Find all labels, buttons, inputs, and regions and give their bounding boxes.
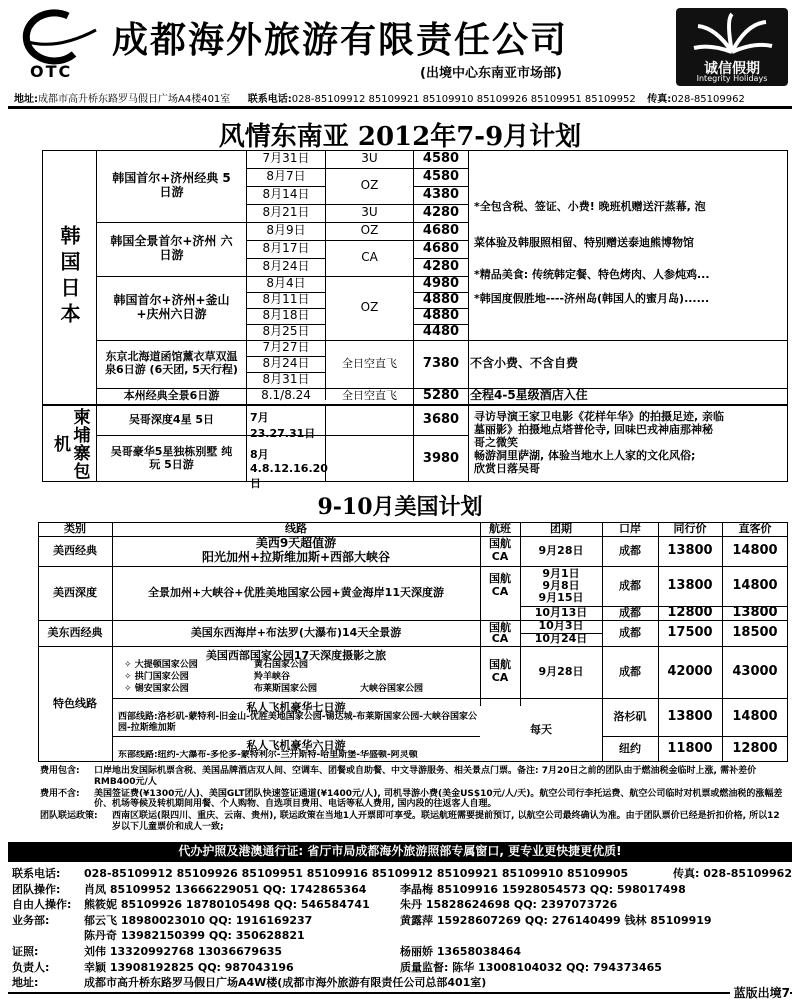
fee-label: 费用包含:: [40, 766, 80, 776]
private-east-title: 私人飞机豪华六日游: [246, 739, 346, 752]
price-cell: 12800: [732, 740, 778, 756]
price-cell: 4880: [422, 291, 460, 307]
price-cell: 4380: [422, 186, 460, 202]
company-name: 成都海外旅游有限责任公司: [112, 19, 569, 61]
japan-note-2: 全程4-5星级酒店入住: [470, 388, 588, 403]
otc-logo: [8, 6, 103, 86]
usa-title: 9-10月美国计划: [317, 494, 483, 520]
date-cell: 7月27日: [262, 340, 310, 355]
airline-cell: CA: [361, 250, 378, 265]
fee-label: 团队联运政策:: [40, 811, 98, 822]
date-cell: 8月24日: [262, 356, 310, 371]
price-cell: 4580: [422, 168, 460, 184]
contact-row: 联系电话: 028-85109912 85109926 85109951 85109916 85109912 85109921 85109910 85109905 传真: 028-85109962: [12, 867, 792, 880]
price-cell: 3980: [422, 450, 460, 466]
price-cell: 11800: [667, 740, 713, 756]
date-cell: 8月24日: [262, 259, 310, 274]
cambodia-note-line: 畅游洞里萨湖, 体验当地水上人家的文化风俗;: [474, 449, 696, 462]
airline-cell: OZ: [360, 300, 379, 315]
route-cambodia-2: 吴哥豪华5星独栋别墅 纯玩 5日游: [110, 445, 233, 471]
korea-note-1: *全包含税、签证、小费! 晚班机赠送汗蒸幕, 泡: [474, 200, 706, 213]
airline-cell: OZ: [360, 223, 379, 238]
fee-row: [40, 766, 788, 788]
phone-text: 028-85109912 85109921 85109910 85109926 85109951 85109952: [291, 94, 636, 105]
date-cambodia-2: 8月 4.8.12.16.20日: [250, 448, 328, 490]
contacts-section: [12, 866, 792, 991]
price-cell: 14800: [732, 708, 778, 724]
price-cell: 42000: [667, 663, 713, 679]
date-cell: 8月25日: [262, 324, 310, 339]
date-cell: 8月9日: [266, 223, 306, 238]
airline-cell: 国航 CA: [489, 658, 511, 684]
date-cell: 8月14日: [262, 187, 310, 202]
date-cell: 9月28日: [538, 543, 584, 557]
footer-divider: [8, 992, 792, 994]
col-header: 直客价: [738, 521, 772, 535]
sea-title: 风情东南亚 2012年7-9月计划: [218, 122, 582, 152]
korea-note-3: *精品美食: 传统韩定餐、特色烤肉、人参炖鸡...: [474, 268, 710, 281]
price-cell: 13800: [732, 604, 778, 620]
port-cell: 洛杉矶: [613, 709, 647, 723]
date-cell: 8月21日: [262, 205, 310, 220]
date-cell: 9月1日 9月8日 9月15日: [538, 566, 584, 605]
route-cambodia-1: 吴哥深度4星 5日: [128, 412, 215, 426]
airline-cell: 国航 CA: [489, 621, 511, 645]
cambodia-note-line: 墓丽影》拍摄地点塔普伦寺, 回味巴戎神庙那神秘: [474, 423, 714, 436]
port-cell: 成都: [619, 605, 641, 619]
price-cell: 4580: [422, 150, 460, 166]
airline-cell: 3U: [361, 151, 378, 166]
route-korea-1: 韩国首尔+济州经典 5日游: [112, 171, 231, 199]
park-name: 大提顿国家公园: [134, 660, 198, 670]
col-header: 线路: [285, 521, 307, 535]
park-name: 拱门国家公园: [134, 672, 189, 682]
cambodia-note-line: 欣赏日落吴哥: [474, 462, 540, 475]
col-header: 同行价: [673, 521, 707, 535]
price-cell: 4680: [422, 222, 460, 238]
park-name: 布莱斯国家公园: [254, 684, 318, 694]
addr-text: 成都市高升桥东路罗马假日广场A4楼401室: [38, 94, 231, 105]
category-cell: 美东西经典: [47, 625, 103, 639]
private-east-desc: 东部线路:纽约-大瀑布-多伦多-蒙特利尔-兰开斯特-哈里斯堡-华盛顿-阿灵顿: [118, 750, 418, 760]
airline-cell: 3U: [361, 205, 378, 220]
contact-row: 证照: 刘伟 13320992768 13036679635 杨丽娇 13658038464: [12, 944, 522, 958]
price-cell: 18500: [732, 624, 778, 640]
route-cell: [112, 536, 480, 566]
park-name: 黄石国家公园: [254, 660, 309, 670]
category-cell: 特色线路: [53, 696, 97, 710]
date-cell: 8月7日: [266, 169, 306, 184]
date-cell: 7月31日: [262, 151, 310, 166]
contact-row: 陈丹奇 13982150399 QQ: 350628821: [84, 929, 305, 943]
airline-cell: 全日空直飞: [342, 388, 397, 402]
cambodia-note-line: 寻访导演王家卫电影《花样年华》的拍摄足迹, 亲临: [474, 410, 725, 423]
port-cell: 成都: [619, 578, 641, 592]
passport-banner: 代办护照及港澳通行证: 省厅市局成都海外旅游照部专属窗口, 更专业更快捷更优质!: [8, 842, 792, 862]
header-divider: [8, 106, 792, 109]
price-cell: 4880: [422, 307, 460, 323]
price-cell: 13800: [667, 708, 713, 724]
contact-row: 地址: 成都市高升桥东路罗马假日广场A4W楼(成都市海外旅游有限责任公司总部401室): [12, 976, 487, 990]
date-cell: 8月31日: [262, 372, 310, 387]
park-name: 大峡谷国家公园: [360, 684, 424, 694]
palm-leaf-icon: [676, 8, 788, 60]
airline-cell: 国航 CA: [489, 572, 511, 598]
port-cell: 成都: [619, 543, 641, 557]
route-japan-1: 东京北海道函馆薰衣草双温泉6日游 (6天团, 5天行程): [105, 350, 238, 376]
price-cell: 13800: [667, 542, 713, 558]
fax-label: 传真:: [647, 94, 672, 105]
otc-swoosh-icon: [8, 6, 103, 66]
fax-text: 028-85109962: [671, 94, 745, 105]
brand-en: Integrity Holidays: [696, 74, 768, 83]
park-name: 羚羊峡谷: [254, 672, 291, 682]
price-cell: 4980: [422, 275, 460, 291]
route-cell: 全景加州+大峡谷+优胜美地国家公园+黄金海岸11天深度游: [148, 585, 444, 599]
cambodia-note-line: 哥之微笑: [474, 436, 518, 449]
price-cell: 12800: [667, 604, 713, 620]
contact-row: 团队操作: 肖凤 85109952 13666229051 QQ: 1742865364 李晶梅 85109916 15928054573 QQ: 598017498: [12, 882, 686, 896]
addr-label: 地址:: [14, 94, 38, 105]
date-cell: 8月11日: [262, 292, 310, 307]
price-cell: 17500: [667, 624, 713, 640]
route-korea-2: 韩国全景首尔+济州 六日游: [110, 234, 233, 262]
price-cell: 4280: [422, 258, 460, 274]
route-line: 阳光加州+拉斯维加斯+西部大峡谷: [201, 550, 391, 564]
price-cell: 3680: [422, 411, 460, 427]
fee-text: 美国签证费(¥1300元/人)、美国GLT团队快速签证通道(¥1400元/人), 司机导游小费(美金US$10元/人/天)。航空公司行李托运费、航空公司临时对机票或燃油税的涨幅差价、机场等候及转机期间用餐、个人购物、自选项目费用、电话等私人费用, 国内段的往返客人自理。: [94, 788, 783, 810]
price-cell: 7380: [422, 355, 460, 371]
korea-note-2: 菜体验及韩服照相留、特别赠送泰迪熊博物馆: [474, 236, 694, 249]
col-header: 航班: [489, 521, 511, 535]
korea-japan-label: 韩国日本: [57, 225, 81, 329]
fee-row: [40, 811, 788, 833]
park-name: 锡安国家公园: [134, 684, 189, 694]
contact-row: 自由人操作: 熊筱妮 85109926 18780105498 QQ: 546584741 朱丹 15828624698 QQ: 2397073726: [12, 898, 618, 912]
date-cell: 8月17日: [262, 241, 310, 256]
route-line: 美西9天超值游: [255, 536, 337, 551]
cambodia-notes: [474, 410, 786, 475]
port-cell: 纽约: [619, 741, 641, 755]
private-west-title: 私人飞机豪华七日游: [246, 701, 346, 714]
airline-cell: 全日空直飞: [342, 356, 397, 370]
category-cell: 美西深度: [53, 585, 97, 599]
page-footer: 蓝版出境7: [730, 984, 790, 1001]
fee-text: 口岸地出发国际机票含税、美国品牌酒店双人间、空调车、团餐或自助餐、中文导游服务、相关景点门票。备注: 7月20日之前的团队由于燃油税金临时上涨, 需补差价RMB400元/人: [94, 766, 757, 787]
fees-section: [40, 766, 788, 833]
category-cell: 美西经典: [53, 543, 97, 557]
date-cell: 8月4日: [266, 276, 306, 291]
dept-name: (出境中心东南亚市场部): [420, 66, 562, 81]
price-cell: 14800: [732, 577, 778, 593]
airline-cell: 国航 CA: [489, 537, 511, 563]
japan-note-1: 不含小费、不含自费: [470, 356, 579, 371]
date-cambodia-1: 7月 23.27.31日: [250, 411, 316, 440]
logo-text: OTC: [30, 62, 73, 81]
route-japan-2: 本州经典全景6日游: [123, 388, 220, 402]
contact-row: 业务部: 郁云飞 18980023010 QQ: 1916169237 黄露萍 15928607269 QQ: 276140499 钱林 85109919: [12, 913, 712, 927]
route-cell: 美国东西海岸+布法罗(大瀑布)14天全景游: [190, 625, 402, 639]
fee-text: 西南区联运(限四川、重庆、云南、贵州), 联运政策在当地1人开票即可享受。联运航班需要提前预订, 以航空公司最终确认为准。由于团队票价已经是折扣价格, 所以12岁以下儿童票价和成人一致;: [112, 811, 780, 832]
col-header: 团期: [550, 521, 572, 535]
contact-row: 负责人: 幸颖 13908192825 QQ: 987043196 质量监督: 陈华 13008104032 QQ: 794373465: [12, 960, 662, 974]
port-cell: 成都: [619, 625, 641, 639]
date-cell: 每天: [530, 722, 552, 736]
col-header: 口岸: [619, 521, 641, 535]
col-header: 类别: [64, 521, 86, 535]
price-cell: 43000: [732, 663, 778, 679]
phone-label: 联系电话:: [247, 94, 292, 105]
fee-label: 费用不含:: [40, 788, 80, 799]
header-contact-line: [14, 90, 794, 105]
brand-logo: [676, 8, 788, 86]
brand-cn: 诚信假期: [704, 61, 760, 77]
date-cell: 10月13日: [534, 605, 588, 619]
price-cell: 4280: [422, 204, 460, 220]
price-cell: 13800: [667, 577, 713, 593]
date-cell: 8.1/8.24: [261, 388, 311, 403]
date-cell: 10月24日: [534, 632, 588, 646]
price-cell: 5280: [422, 387, 460, 403]
date-cell: 10月3日: [538, 619, 584, 633]
private-west-desc: 西部线路:洛杉矶-蒙特利-旧金山-优胜美地国家公园-锡达城-布莱斯国家公园-大峡谷国家公园-拉斯维加斯: [118, 712, 478, 733]
price-cell: 4680: [422, 240, 460, 256]
port-cell: 成都: [619, 664, 641, 678]
route-korea-3: 韩国首尔+济州+釜山+庆州六日游: [113, 293, 230, 321]
date-cell: 9月28日: [538, 664, 584, 678]
price-cell: 4480: [422, 323, 460, 339]
photo-tour-title: 美国西部国家公园17天深度摄影之旅: [205, 649, 387, 662]
cambodia-label: 柬埔寨包机: [50, 407, 90, 480]
fee-row: [40, 789, 788, 811]
korea-note-4: *韩国度假胜地----济州岛(韩国人的蜜月岛)......: [474, 292, 710, 305]
airline-cell: OZ: [360, 178, 379, 193]
date-cell: 8月18日: [262, 308, 310, 323]
price-cell: 14800: [732, 542, 778, 558]
